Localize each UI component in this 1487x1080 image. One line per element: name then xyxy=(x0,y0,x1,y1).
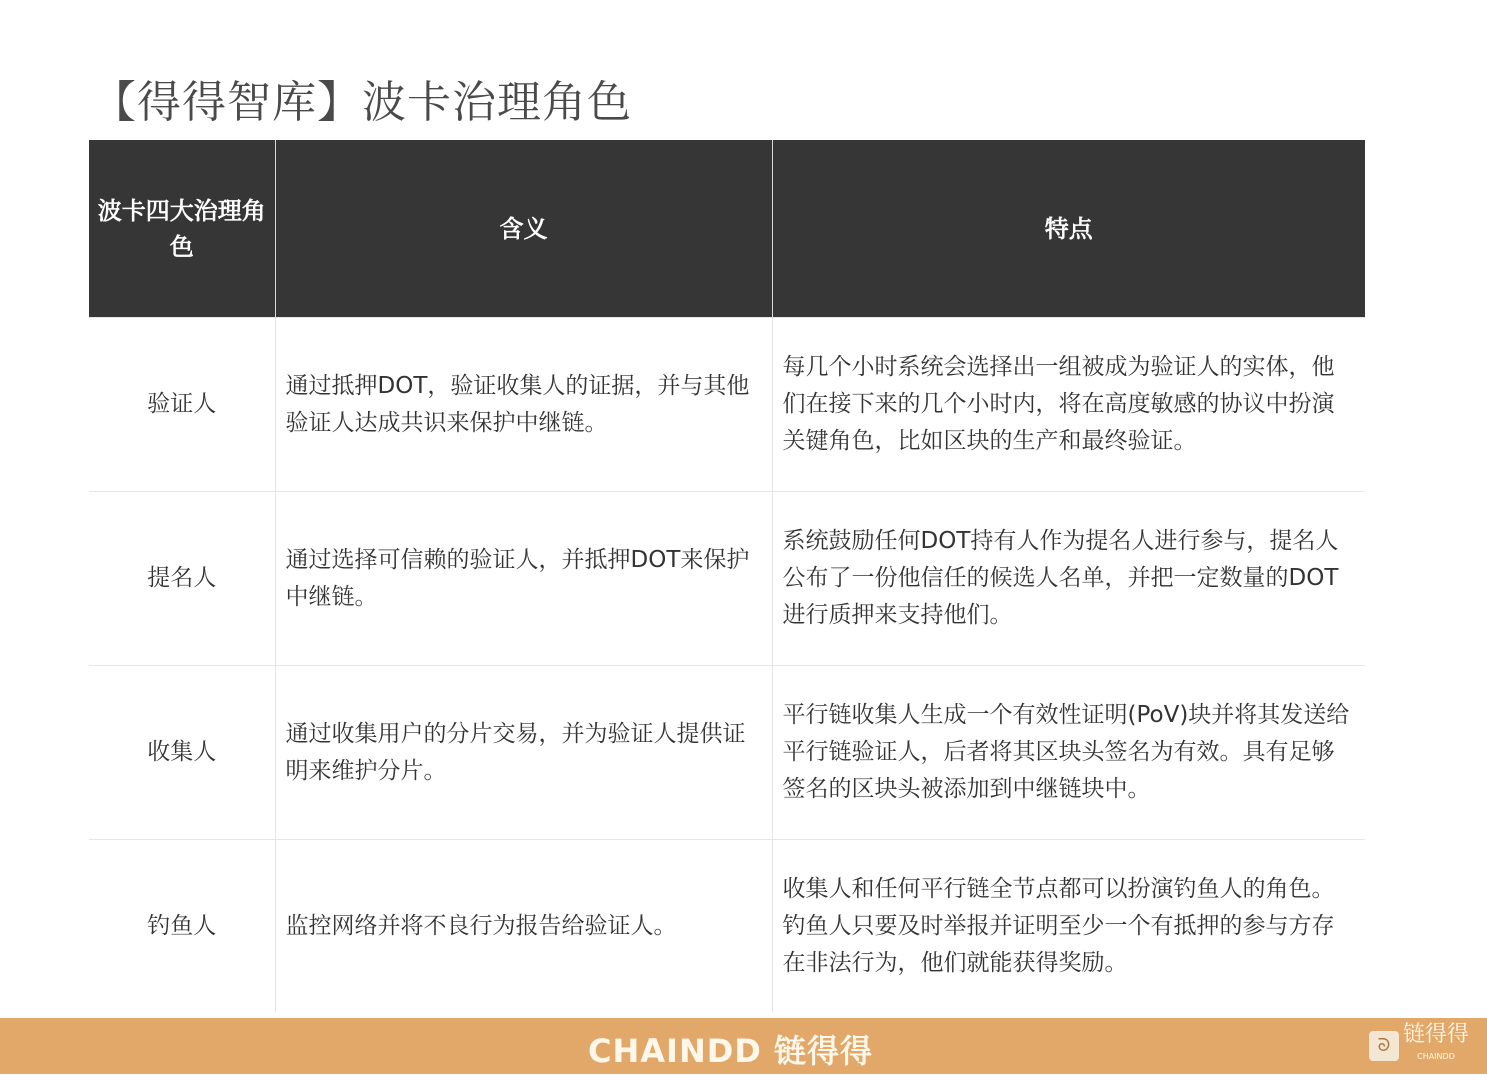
features-cell: 收集人和任何平行链全节点都可以扮演钓鱼人的角色。钓鱼人只要及时举报并证明至少一个有抵押的参与方存在非法行为，他们就能获得奖励。 xyxy=(772,840,1365,1014)
footer-brand: CHAINDD 链得得 xyxy=(588,1032,873,1070)
header-features: 特点 xyxy=(772,140,1365,318)
meaning-cell: 监控网络并将不良行为报告给验证人。 xyxy=(275,840,772,1014)
page-title: 【得得智库】波卡治理角色 xyxy=(92,77,632,128)
role-cell: 收集人 xyxy=(89,666,275,840)
logo-text: 链得得 xyxy=(1402,1022,1469,1047)
table-row xyxy=(89,666,1365,840)
role-cell: 提名人 xyxy=(89,492,275,666)
role-cell: 钓鱼人 xyxy=(89,840,275,1014)
table-header-row xyxy=(89,140,1365,318)
features-cell: 每几个小时系统会选择出一组被成为验证人的实体，他们在接下来的几个小时内，将在高度敏感的协议中扮演关键角色，比如区块的生产和最终验证。 xyxy=(772,318,1365,492)
watermark-logo xyxy=(1369,1024,1469,1068)
table-row xyxy=(89,318,1365,492)
header-meaning: 含义 xyxy=(275,140,772,318)
table-row xyxy=(89,492,1365,666)
header-role: 波卡四大治理角色 xyxy=(89,140,275,318)
roles-table xyxy=(89,140,1365,1013)
table-row xyxy=(89,840,1365,1014)
meaning-cell: 通过选择可信赖的验证人，并抵押DOT来保护中继链。 xyxy=(275,492,772,666)
features-cell: 平行链收集人生成一个有效性证明(PoV)块并将其发送给平行链验证人，后者将其区块头签名为有效。具有足够签名的区块头被添加到中继链块中。 xyxy=(772,666,1365,840)
footer-band xyxy=(0,1018,1487,1074)
features-cell: 系统鼓励任何DOT持有人作为提名人进行参与，提名人公布了一份他信任的候选人名单，并把一定数量的DOT进行质押来支持他们。 xyxy=(772,492,1365,666)
role-cell: 验证人 xyxy=(89,318,275,492)
meaning-cell: 通过收集用户的分片交易，并为验证人提供证明来维护分片。 xyxy=(275,666,772,840)
meaning-cell: 通过抵押DOT，验证收集人的证据，并与其他验证人达成共识来保护中继链。 xyxy=(275,318,772,492)
logo-subtext: CHAINDD xyxy=(1417,1052,1455,1061)
chaindd-logo-icon: ᘐ xyxy=(1369,1031,1399,1061)
